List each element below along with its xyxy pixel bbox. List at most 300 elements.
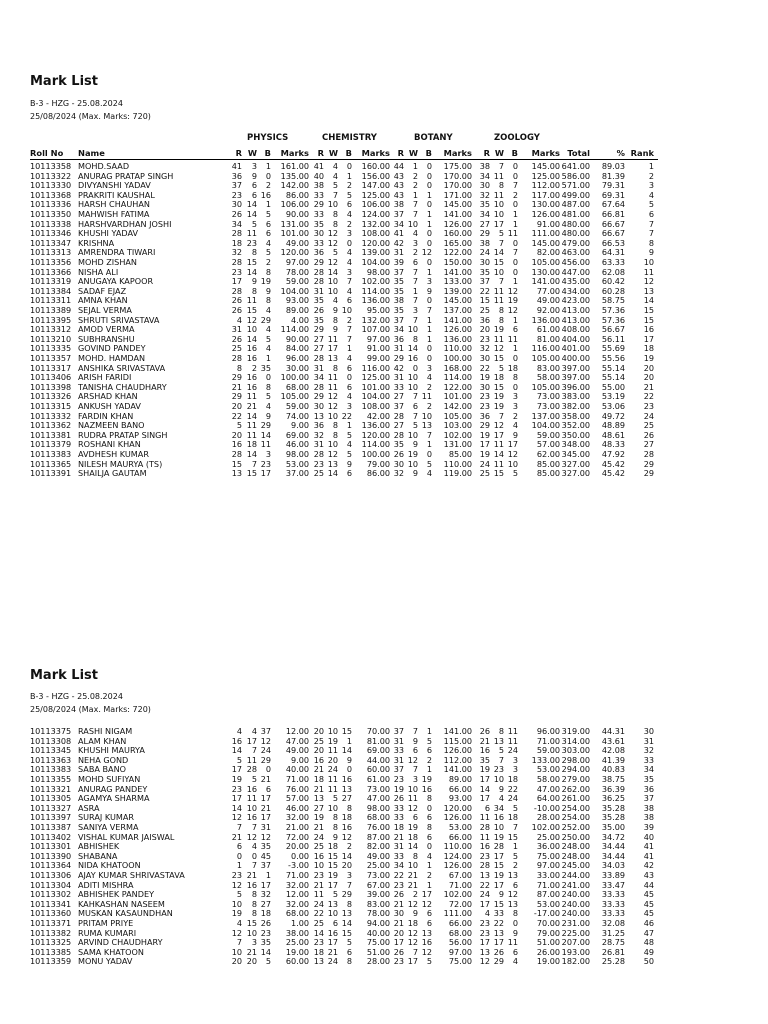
cell-phy-marks: 20.00 bbox=[285, 841, 309, 852]
cell-zoo-r: 6 bbox=[484, 802, 490, 813]
cell-rank: 5 bbox=[648, 199, 654, 210]
cell-phy-b: 5 bbox=[265, 209, 271, 219]
cell-chem-w: 21 bbox=[327, 946, 338, 957]
cell-rank: 20 bbox=[643, 372, 654, 383]
cell-chem-r: 23 bbox=[313, 870, 324, 880]
cell-phy-r: 15 bbox=[231, 458, 242, 469]
cell-chem-r: 33 bbox=[313, 189, 324, 200]
cell-total: 182.00 bbox=[561, 956, 590, 967]
cell-rank: 40 bbox=[643, 831, 654, 842]
header-phy-r: R bbox=[235, 148, 242, 158]
cell-chem-w: 11 bbox=[327, 774, 338, 784]
cell-rank: 47 bbox=[643, 927, 654, 938]
cell-chem-marks: 102.00 bbox=[361, 276, 390, 287]
cell-zoo-w: 5 bbox=[498, 228, 504, 239]
cell-bot-r: 26 bbox=[393, 449, 404, 459]
cell-zoo-b: 3 bbox=[512, 401, 518, 411]
cell-bot-r: 31 bbox=[393, 754, 404, 765]
cell-chem-b: 4 bbox=[346, 285, 352, 296]
cell-phy-r: 12 bbox=[231, 812, 242, 823]
cell-chem-w: 10 bbox=[327, 908, 338, 919]
cell-rank: 39 bbox=[643, 822, 654, 832]
cell-zoo-b: 6 bbox=[512, 946, 518, 957]
cell-zoo-r: 29 bbox=[479, 228, 490, 239]
cell-rank: 27 bbox=[643, 439, 654, 450]
cell-phy-w: 16 bbox=[246, 812, 257, 823]
cell-chem-w: 10 bbox=[327, 439, 338, 450]
cell-phy-marks: 19.00 bbox=[285, 946, 309, 957]
exam-info: 25/08/2024 (Max. Marks: 720) bbox=[30, 705, 151, 714]
cell-chem-w: 11 bbox=[327, 745, 338, 756]
cell-chem-w: 24 bbox=[327, 956, 338, 967]
cell-bot-marks: 142.00 bbox=[443, 401, 472, 411]
header-total: Total bbox=[567, 148, 590, 158]
cell-chem-b: 3 bbox=[346, 401, 352, 411]
cell-zoo-marks: 126.00 bbox=[531, 209, 560, 219]
cell-name: NISHA ALI bbox=[78, 266, 119, 277]
cell-phy-r: 14 bbox=[231, 802, 242, 813]
cell-phy-r: 18 bbox=[231, 237, 242, 248]
cell-zoo-w: 15 bbox=[493, 353, 504, 363]
cell-percent: 89.03 bbox=[601, 161, 625, 171]
cell-chem-w: 4 bbox=[332, 170, 338, 181]
cell-phy-w: 15 bbox=[246, 305, 257, 315]
cell-zoo-b: 7 bbox=[512, 180, 518, 191]
cell-total: 397.00 bbox=[561, 372, 590, 383]
cell-zoo-b: 15 bbox=[507, 831, 518, 842]
cell-total: 314.00 bbox=[561, 735, 590, 746]
cell-total: 586.00 bbox=[561, 170, 590, 181]
cell-phy-b: 6 bbox=[265, 218, 271, 229]
cell-zoo-w: 19 bbox=[493, 391, 504, 402]
cell-chem-b: 0 bbox=[346, 161, 352, 171]
cell-zoo-r: 23 bbox=[479, 401, 490, 411]
cell-phy-w: 14 bbox=[246, 209, 257, 219]
cell-bot-w: 4 bbox=[412, 228, 418, 239]
cell-roll-no: 10113381 bbox=[30, 429, 72, 440]
cell-bot-b: 1 bbox=[426, 860, 432, 871]
cell-bot-r: 30 bbox=[393, 908, 404, 919]
cell-rank: 33 bbox=[643, 754, 654, 765]
cell-chem-w: 15 bbox=[327, 850, 338, 861]
cell-name: ANURAG PANDEY bbox=[78, 783, 148, 794]
cell-bot-w: 10 bbox=[407, 783, 418, 794]
cell-roll-no: 10113319 bbox=[30, 276, 72, 287]
cell-zoo-b: 0 bbox=[512, 199, 518, 210]
cell-zoo-marks: 130.00 bbox=[531, 266, 560, 277]
cell-bot-w: 5 bbox=[412, 420, 418, 431]
cell-rank: 45 bbox=[643, 908, 654, 919]
cell-bot-b: 1 bbox=[426, 266, 432, 277]
cell-chem-marks: 79.00 bbox=[366, 458, 390, 469]
cell-phy-w: 11 bbox=[246, 754, 257, 765]
cell-total: 641.00 bbox=[561, 161, 590, 171]
cell-total: 303.00 bbox=[561, 745, 590, 756]
cell-rank: 3 bbox=[648, 180, 654, 191]
cell-chem-r: 28 bbox=[313, 381, 324, 392]
cell-bot-b: 2 bbox=[426, 381, 432, 392]
cell-percent: 28.75 bbox=[601, 937, 625, 948]
cell-phy-w: 16 bbox=[246, 353, 257, 363]
cell-bot-marks: 110.00 bbox=[443, 841, 472, 852]
cell-bot-w: 7 bbox=[412, 295, 418, 306]
cell-bot-r: 31 bbox=[393, 735, 404, 746]
cell-name: AMOD VERMA bbox=[78, 324, 135, 335]
cell-phy-w: 11 bbox=[246, 391, 257, 402]
cell-bot-r: 36 bbox=[393, 333, 404, 344]
cell-phy-w: 21 bbox=[246, 946, 257, 957]
cell-rank: 44 bbox=[643, 879, 654, 890]
cell-phy-w: 11 bbox=[246, 429, 257, 440]
cell-phy-marks: 86.00 bbox=[285, 189, 309, 200]
cell-zoo-r: 13 bbox=[479, 946, 490, 957]
cell-zoo-b: 11 bbox=[507, 726, 518, 736]
cell-phy-marks: 105.00 bbox=[280, 391, 309, 402]
cell-bot-b: 16 bbox=[421, 783, 432, 794]
cell-bot-b: 0 bbox=[426, 449, 432, 459]
cell-zoo-w: 11 bbox=[493, 439, 504, 450]
cell-percent: 48.61 bbox=[601, 429, 625, 440]
cell-chem-r: 18 bbox=[313, 774, 324, 784]
cell-name: ABHISHEK bbox=[78, 841, 120, 852]
cell-zoo-w: 8 bbox=[498, 726, 504, 736]
cell-chem-b: 3 bbox=[346, 228, 352, 239]
cell-bot-marks: 131.00 bbox=[443, 439, 472, 450]
cell-phy-b: 21 bbox=[260, 802, 271, 813]
cell-zoo-r: 24 bbox=[479, 458, 490, 469]
cell-phy-w: 16 bbox=[246, 343, 257, 354]
cell-zoo-marks: 96.00 bbox=[536, 726, 560, 736]
cell-zoo-marks: 141.00 bbox=[531, 276, 560, 287]
cell-phy-marks: 32.00 bbox=[285, 898, 309, 909]
cell-bot-r: 35 bbox=[393, 276, 404, 287]
cell-rank: 7 bbox=[648, 228, 654, 239]
cell-chem-b: 15 bbox=[341, 726, 352, 736]
cell-chem-w: 10 bbox=[327, 802, 338, 813]
cell-zoo-w: 15 bbox=[493, 257, 504, 267]
cell-name: SHAILJA GAUTAM bbox=[78, 468, 147, 479]
cell-bot-marks: 120.00 bbox=[443, 802, 472, 813]
cell-percent: 48.89 bbox=[601, 420, 625, 431]
cell-phy-r: 5 bbox=[236, 889, 242, 900]
cell-chem-r: 34 bbox=[313, 372, 324, 383]
cell-phy-w: 9 bbox=[251, 276, 257, 287]
cell-roll-no: 10113301 bbox=[30, 841, 72, 852]
cell-chem-marks: 44.00 bbox=[366, 754, 390, 765]
cell-bot-r: 17 bbox=[393, 937, 404, 948]
cell-percent: 66.67 bbox=[601, 228, 625, 239]
cell-chem-w: 16 bbox=[327, 927, 338, 938]
cell-phy-marks: 12.00 bbox=[285, 726, 309, 736]
cell-zoo-marks: 133.00 bbox=[531, 754, 560, 765]
cell-phy-b: 17 bbox=[260, 468, 271, 479]
cell-bot-r: 27 bbox=[393, 420, 404, 431]
cell-bot-b: 2 bbox=[426, 401, 432, 411]
cell-zoo-r: 32 bbox=[479, 189, 490, 200]
cell-chem-b: 6 bbox=[346, 381, 352, 392]
cell-bot-w: 1 bbox=[412, 161, 418, 171]
cell-phy-b: 2 bbox=[265, 257, 271, 267]
cell-roll-no: 10113347 bbox=[30, 237, 72, 248]
cell-chem-w: 10 bbox=[327, 285, 338, 296]
cell-phy-w: 18 bbox=[246, 439, 257, 450]
cell-phy-marks: 98.00 bbox=[285, 449, 309, 459]
cell-chem-w: 14 bbox=[327, 266, 338, 277]
cell-name: PRAKRITI KAUSHAL bbox=[78, 189, 155, 200]
cell-zoo-b: 12 bbox=[507, 449, 518, 459]
cell-phy-b: 5 bbox=[265, 333, 271, 344]
cell-chem-r: 18 bbox=[313, 946, 324, 957]
cell-bot-b: 4 bbox=[426, 850, 432, 861]
cell-phy-r: 20 bbox=[231, 429, 242, 440]
cell-zoo-w: 7 bbox=[498, 161, 504, 171]
cell-bot-r: 34 bbox=[393, 218, 404, 229]
cell-chem-r: 29 bbox=[313, 391, 324, 402]
cell-chem-w: 5 bbox=[332, 889, 338, 900]
cell-phy-w: 15 bbox=[246, 257, 257, 267]
cell-chem-marks: 120.00 bbox=[361, 429, 390, 440]
cell-bot-w: 7 bbox=[412, 726, 418, 736]
cell-phy-marks: 12.00 bbox=[285, 889, 309, 900]
cell-phy-b: 23 bbox=[260, 458, 271, 469]
cell-bot-w: 17 bbox=[407, 956, 418, 967]
cell-bot-b: 1 bbox=[426, 439, 432, 450]
cell-chem-w: 8 bbox=[332, 429, 338, 440]
cell-bot-marks: 102.00 bbox=[443, 889, 472, 900]
cell-name: MOHD. HAMDAN bbox=[78, 353, 146, 363]
cell-bot-marks: 141.00 bbox=[443, 209, 472, 219]
cell-bot-w: 8 bbox=[412, 850, 418, 861]
cell-name: KAHKASHAN NASEEM bbox=[78, 898, 165, 909]
batch-label: B-3 - HZG - 25.08.2024 bbox=[30, 692, 123, 701]
cell-roll-no: 10113397 bbox=[30, 812, 72, 823]
cell-bot-w: 7 bbox=[412, 410, 418, 421]
cell-name: AMRENDRA TIWARI bbox=[78, 247, 156, 258]
cell-phy-b: 5 bbox=[265, 956, 271, 967]
cell-zoo-marks: 125.00 bbox=[531, 170, 560, 181]
cell-zoo-b: 0 bbox=[512, 266, 518, 277]
cell-percent: 57.36 bbox=[601, 314, 625, 325]
cell-rank: 19 bbox=[643, 353, 654, 363]
cell-phy-b: 2 bbox=[265, 180, 271, 191]
cell-bot-r: 43 bbox=[393, 180, 404, 191]
cell-bot-marks: 126.00 bbox=[443, 812, 472, 823]
cell-phy-w: 15 bbox=[246, 918, 257, 928]
cell-zoo-r: 34 bbox=[479, 209, 490, 219]
cell-bot-w: 21 bbox=[407, 879, 418, 890]
cell-bot-marks: 165.00 bbox=[443, 237, 472, 248]
cell-chem-b: 5 bbox=[346, 189, 352, 200]
cell-phy-r: 7 bbox=[236, 937, 242, 948]
cell-zoo-b: 5 bbox=[512, 850, 518, 861]
cell-bot-marks: 145.00 bbox=[443, 199, 472, 210]
cell-phy-marks: 74.00 bbox=[285, 410, 309, 421]
cell-rank: 29 bbox=[643, 458, 654, 469]
cell-bot-b: 7 bbox=[426, 429, 432, 440]
cell-phy-r: 10 bbox=[231, 946, 242, 957]
cell-zoo-marks: 70.00 bbox=[536, 918, 560, 928]
cell-chem-b: 8 bbox=[346, 898, 352, 909]
cell-zoo-b: 0 bbox=[512, 170, 518, 181]
cell-bot-w: 3 bbox=[412, 774, 418, 784]
cell-zoo-w: 9 bbox=[498, 889, 504, 900]
cell-zoo-r: 14 bbox=[479, 783, 490, 794]
cell-zoo-w: 16 bbox=[493, 812, 504, 823]
cell-chem-marks: 97.00 bbox=[366, 333, 390, 344]
cell-phy-w: 4 bbox=[251, 841, 257, 852]
cell-total: 404.00 bbox=[561, 333, 590, 344]
cell-bot-b: 1 bbox=[426, 324, 432, 335]
cell-chem-b: 6 bbox=[346, 295, 352, 306]
cell-phy-w: 8 bbox=[251, 908, 257, 919]
cell-zoo-r: 13 bbox=[479, 870, 490, 880]
cell-rank: 49 bbox=[643, 946, 654, 957]
cell-bot-r: 39 bbox=[393, 257, 404, 267]
cell-name: ABHISHEK PANDEY bbox=[78, 889, 155, 900]
cell-phy-r: 30 bbox=[231, 199, 242, 210]
cell-zoo-r: 20 bbox=[479, 324, 490, 335]
cell-zoo-r: 19 bbox=[479, 429, 490, 440]
cell-percent: 48.33 bbox=[601, 439, 625, 450]
cell-chem-marks: 81.00 bbox=[366, 735, 390, 746]
cell-bot-w: 7 bbox=[412, 314, 418, 325]
table-row bbox=[0, 469, 768, 479]
cell-phy-b: 35 bbox=[260, 937, 271, 948]
cell-zoo-w: 15 bbox=[493, 381, 504, 392]
cell-phy-marks: 104.00 bbox=[280, 285, 309, 296]
cell-phy-r: 6 bbox=[236, 841, 242, 852]
cell-name: MOHD ZISHAN bbox=[78, 257, 137, 267]
cell-total: 463.00 bbox=[561, 247, 590, 258]
cell-rank: 29 bbox=[643, 468, 654, 479]
cell-bot-b: 2 bbox=[426, 754, 432, 765]
cell-phy-r: 16 bbox=[231, 439, 242, 450]
cell-chem-b: 20 bbox=[341, 860, 352, 871]
cell-chem-r: 25 bbox=[313, 735, 324, 746]
cell-percent: 60.42 bbox=[601, 276, 625, 287]
cell-roll-no: 10113382 bbox=[30, 927, 72, 938]
cell-phy-r: 28 bbox=[231, 285, 242, 296]
cell-zoo-marks: 25.00 bbox=[536, 831, 560, 842]
cell-chem-r: 20 bbox=[313, 726, 324, 736]
cell-zoo-marks: -17.00 bbox=[533, 908, 560, 919]
cell-zoo-r: 17 bbox=[479, 937, 490, 948]
subject-zoology: ZOOLOGY bbox=[494, 133, 540, 143]
cell-bot-marks: 160.00 bbox=[443, 228, 472, 239]
cell-phy-w: 20 bbox=[246, 956, 257, 967]
cell-phy-marks: 21.00 bbox=[285, 822, 309, 832]
cell-phy-r: 36 bbox=[231, 170, 242, 181]
cell-total: 358.00 bbox=[561, 410, 590, 421]
cell-chem-b: 9 bbox=[346, 754, 352, 765]
cell-bot-b: 12 bbox=[421, 247, 432, 258]
cell-roll-no: 10113345 bbox=[30, 745, 72, 756]
cell-zoo-b: 3 bbox=[512, 754, 518, 765]
cell-bot-r: 37 bbox=[393, 726, 404, 736]
cell-total: 434.00 bbox=[561, 285, 590, 296]
cell-roll-no: 10113359 bbox=[30, 956, 72, 967]
cell-total: 207.00 bbox=[561, 937, 590, 948]
cell-phy-marks: 71.00 bbox=[285, 870, 309, 880]
cell-phy-r: 20 bbox=[231, 956, 242, 967]
cell-chem-marks: 51.00 bbox=[366, 946, 390, 957]
cell-chem-r: 21 bbox=[313, 879, 324, 890]
cell-phy-marks: 9.00 bbox=[290, 420, 309, 431]
cell-roll-no: 10113302 bbox=[30, 889, 72, 900]
cell-percent: 25.28 bbox=[601, 956, 625, 967]
cell-phy-r: 28 bbox=[231, 353, 242, 363]
cell-bot-marks: 141.00 bbox=[443, 764, 472, 775]
cell-chem-w: 13 bbox=[327, 353, 338, 363]
cell-rank: 42 bbox=[643, 860, 654, 871]
cell-rank: 2 bbox=[648, 170, 654, 181]
cell-zoo-b: 18 bbox=[507, 362, 518, 373]
cell-chem-b: 2 bbox=[346, 218, 352, 229]
cell-bot-w: 6 bbox=[412, 812, 418, 823]
cell-bot-marks: 85.00 bbox=[448, 449, 472, 459]
cell-chem-r: 13 bbox=[313, 793, 324, 804]
cell-zoo-marks: 82.00 bbox=[536, 247, 560, 258]
cell-phy-b: 29 bbox=[260, 754, 271, 765]
cell-phy-r: 32 bbox=[231, 247, 242, 258]
cell-zoo-r: 30 bbox=[479, 381, 490, 392]
cell-phy-r: 37 bbox=[231, 180, 242, 191]
cell-phy-w: 15 bbox=[246, 468, 257, 479]
cell-zoo-r: 22 bbox=[479, 879, 490, 890]
cell-total: 240.00 bbox=[561, 889, 590, 900]
cell-chem-b: 16 bbox=[341, 774, 352, 784]
cell-zoo-b: 0 bbox=[512, 257, 518, 267]
cell-bot-b: 1 bbox=[426, 218, 432, 229]
cell-rank: 24 bbox=[643, 410, 654, 421]
cell-chem-w: 10 bbox=[327, 410, 338, 421]
cell-chem-r: 30 bbox=[313, 228, 324, 239]
cell-name: HARSHVARDHAN JOSHI bbox=[78, 218, 172, 229]
cell-phy-w: 0 bbox=[251, 850, 257, 861]
header-rule bbox=[30, 159, 658, 160]
cell-bot-w: 10 bbox=[407, 381, 418, 392]
cell-zoo-w: 8 bbox=[498, 305, 504, 315]
cell-chem-marks: 108.00 bbox=[361, 401, 390, 411]
cell-chem-r: 14 bbox=[313, 927, 324, 938]
cell-chem-w: 17 bbox=[327, 879, 338, 890]
cell-zoo-w: 13 bbox=[493, 735, 504, 746]
cell-phy-marks: 90.00 bbox=[285, 209, 309, 219]
header-phy-b: B bbox=[264, 148, 271, 158]
cell-roll-no: 10113398 bbox=[30, 381, 72, 392]
cell-bot-marks: 102.00 bbox=[443, 429, 472, 440]
cell-bot-b: 6 bbox=[426, 918, 432, 928]
cell-rank: 23 bbox=[643, 401, 654, 411]
cell-chem-b: 4 bbox=[346, 247, 352, 258]
cell-chem-r: 35 bbox=[313, 314, 324, 325]
cell-phy-b: 31 bbox=[260, 822, 271, 832]
cell-bot-b: 1 bbox=[426, 314, 432, 325]
cell-zoo-r: 23 bbox=[479, 333, 490, 344]
cell-zoo-r: 24 bbox=[479, 889, 490, 900]
cell-phy-r: 29 bbox=[231, 391, 242, 402]
cell-name: SHRUTI SRIVASTAVA bbox=[78, 314, 160, 325]
cell-chem-r: 35 bbox=[313, 295, 324, 306]
cell-chem-marks: 83.00 bbox=[366, 898, 390, 909]
cell-zoo-b: 1 bbox=[512, 209, 518, 219]
cell-zoo-b: 7 bbox=[512, 247, 518, 258]
cell-phy-b: 19 bbox=[260, 276, 271, 287]
cell-total: 396.00 bbox=[561, 381, 590, 392]
cell-bot-b: 3 bbox=[426, 362, 432, 373]
cell-phy-b: 11 bbox=[260, 439, 271, 450]
cell-zoo-r: 28 bbox=[479, 860, 490, 871]
